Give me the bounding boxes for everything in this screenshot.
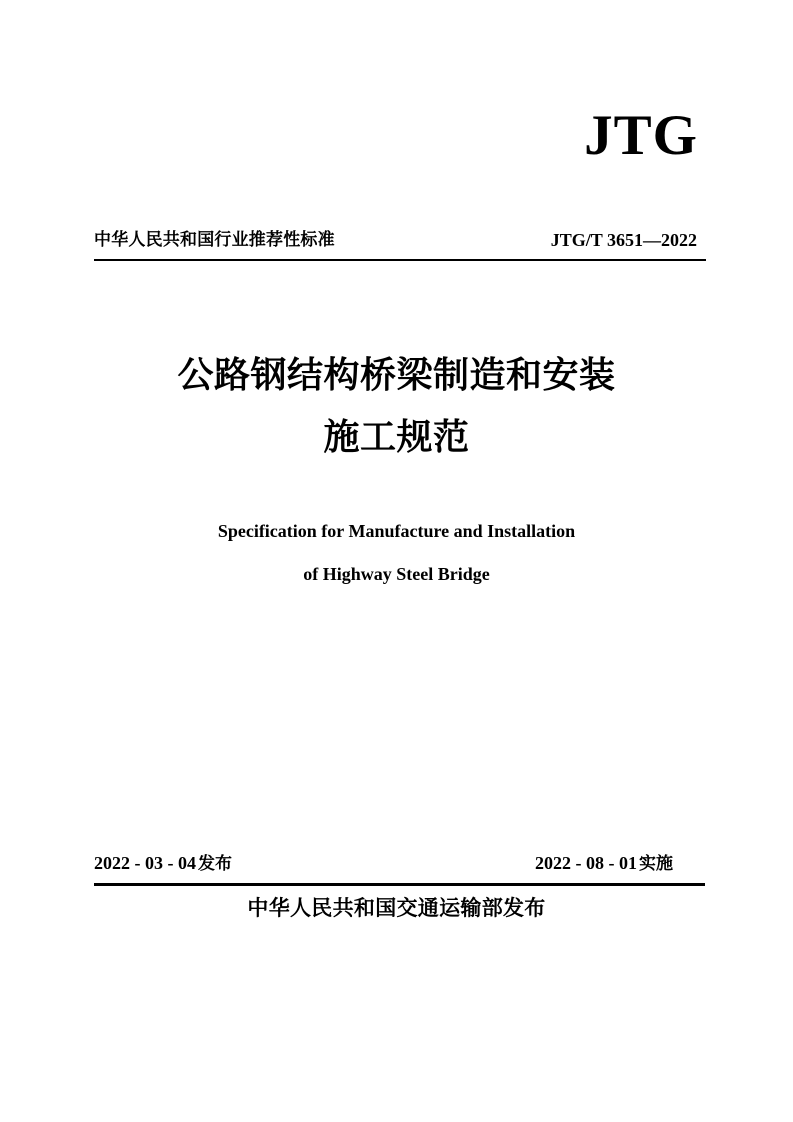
title-english-line-1: Specification for Manufacture and Installation bbox=[217, 521, 576, 541]
publisher: 中华人民共和国交通运输部发布 bbox=[247, 896, 546, 920]
title-english-line-2: of Highway Steel Bridge bbox=[303, 564, 490, 584]
header-divider bbox=[94, 259, 706, 261]
title-chinese-line-1: 公路钢结构桥梁制造和安装 bbox=[177, 355, 616, 396]
standard-category: 中华人民共和国行业推荐性标准 bbox=[94, 230, 335, 250]
issue-date bbox=[94, 851, 232, 876]
issue-date-value: 2022 - 03 - 04 bbox=[94, 853, 196, 873]
standard-number: JTG/T 3651—2022 bbox=[550, 230, 697, 250]
footer-divider bbox=[94, 883, 705, 886]
effective-date-label: 实施 bbox=[639, 854, 673, 874]
effective-date bbox=[535, 851, 673, 876]
effective-date-value: 2022 - 08 - 01 bbox=[535, 853, 637, 873]
issue-date-label: 发布 bbox=[198, 854, 232, 874]
jtg-logo: JTG bbox=[584, 104, 698, 167]
title-chinese-line-2: 施工规范 bbox=[323, 417, 470, 458]
